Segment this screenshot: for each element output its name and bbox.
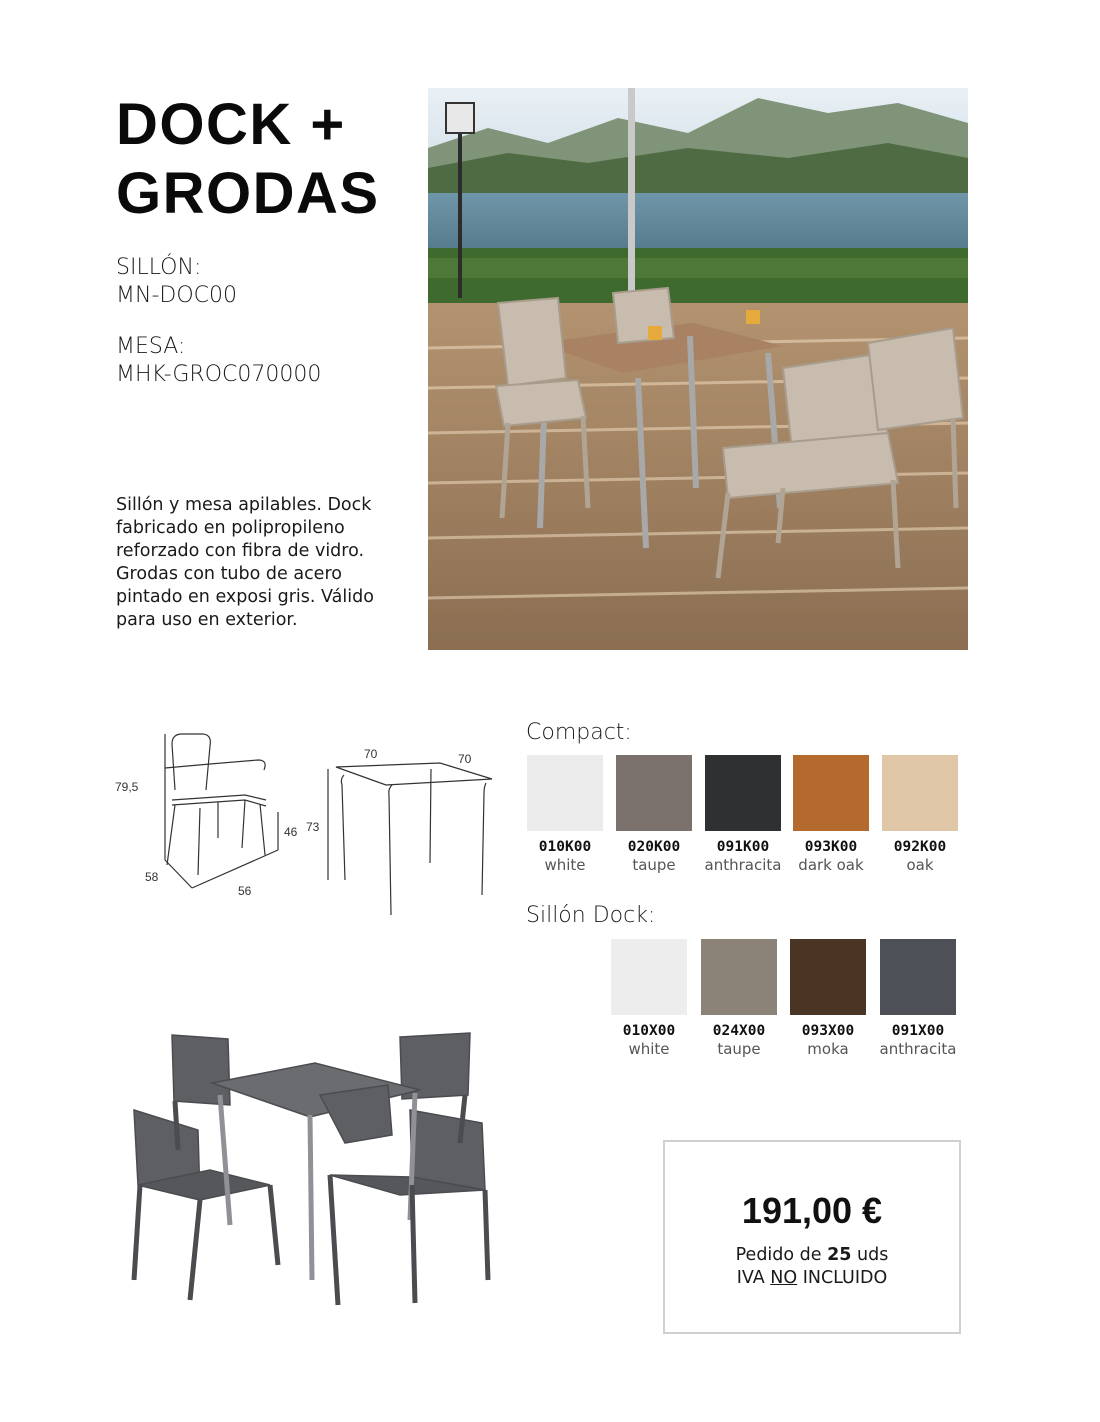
- dock-swatch-color: [790, 939, 866, 1015]
- chair-seat-height-label: 46: [284, 825, 298, 839]
- table-label: MESA:: [116, 334, 186, 359]
- table-code-block: [116, 333, 406, 389]
- compact-swatch-name: dark oak: [798, 856, 864, 874]
- table-dimension-drawing: [300, 745, 500, 925]
- product-description: Sillón y mesa apilables. Dock fabricado en polipropileno reforzado con fibra de vidro. Grodas con tubo de acero pintado en exposi gris. Válido para uso en exterior.: [116, 495, 374, 630]
- chair-depth-label: 58: [145, 870, 159, 884]
- compact-swatch-code: 093K00: [804, 839, 858, 855]
- compact-swatch-color: [705, 755, 781, 831]
- compact-swatch-name: white: [544, 856, 586, 874]
- table-width-label: 70: [364, 747, 378, 761]
- compact-swatch-item[interactable]: [615, 755, 693, 874]
- product-title-line2: GRODAS: [116, 161, 380, 226]
- dock-section-label: Sillón Dock:: [526, 903, 656, 928]
- compact-swatch-color: [793, 755, 869, 831]
- dock-swatch-color: [880, 939, 956, 1015]
- product-title: [116, 90, 416, 228]
- compact-swatch-code: 091K00: [716, 839, 770, 855]
- dock-swatch-name: white: [628, 1040, 670, 1058]
- compact-swatch-item[interactable]: [792, 755, 870, 874]
- dock-swatch-code: 093X00: [801, 1023, 855, 1039]
- order-qty: 25: [827, 1245, 852, 1265]
- dock-swatch-code: 091X00: [891, 1023, 945, 1039]
- vat-suffix: INCLUIDO: [797, 1268, 888, 1288]
- dock-swatch-item[interactable]: [789, 939, 867, 1058]
- dock-swatch-item[interactable]: [610, 939, 688, 1058]
- compact-swatch-code: 092K00: [893, 839, 947, 855]
- vat-prefix: IVA: [736, 1268, 771, 1288]
- dock-swatch-color: [701, 939, 777, 1015]
- product-set-image: [120, 1025, 500, 1315]
- terrace-photo: [428, 88, 968, 650]
- compact-swatch-row: [526, 755, 966, 885]
- armchair-code: MN-DOC00: [116, 283, 237, 308]
- compact-swatch-color: [527, 755, 603, 831]
- compact-swatch-code: 010K00: [538, 839, 592, 855]
- table-code: MHK-GROC070000: [116, 362, 322, 387]
- product-title-line1: DOCK +: [116, 92, 346, 157]
- dock-swatch-code: 024X00: [712, 1023, 766, 1039]
- compact-swatch-color: [882, 755, 958, 831]
- chair-height-label: 79,5: [115, 780, 139, 794]
- table-depth-label: 70: [458, 752, 472, 766]
- vat-no: NO: [770, 1268, 798, 1288]
- dock-swatch-row: [610, 939, 970, 1069]
- compact-swatch-item[interactable]: [881, 755, 959, 874]
- vat-notice: [665, 1267, 959, 1290]
- compact-swatch-name: anthracita: [704, 856, 782, 874]
- dock-swatch-color: [611, 939, 687, 1015]
- dock-swatch-name: taupe: [717, 1040, 761, 1058]
- compact-swatch-name: oak: [906, 856, 934, 874]
- compact-swatch-item[interactable]: [526, 755, 604, 874]
- dock-swatch-code: 010X00: [622, 1023, 676, 1039]
- armchair-label: SILLÓN:: [116, 255, 202, 280]
- armchair-dimension-drawing: [110, 720, 300, 910]
- compact-swatch-item[interactable]: [704, 755, 782, 874]
- armchair-code-block: [116, 254, 406, 310]
- order-prefix: Pedido de: [735, 1245, 828, 1265]
- price-value: 191,00 €: [741, 1190, 883, 1231]
- dock-swatch-name: anthracita: [879, 1040, 957, 1058]
- dock-swatch-name: moka: [807, 1040, 849, 1058]
- compact-swatch-color: [616, 755, 692, 831]
- order-quantity-text: [665, 1244, 959, 1267]
- dock-swatch-item[interactable]: [700, 939, 778, 1058]
- chair-width-label: 56: [238, 884, 252, 898]
- compact-section-label: Compact:: [526, 720, 632, 745]
- compact-swatch-name: taupe: [632, 856, 676, 874]
- dock-swatch-item[interactable]: [879, 939, 957, 1058]
- price-box: [663, 1140, 961, 1334]
- compact-swatch-code: 020K00: [627, 839, 681, 855]
- order-suffix: uds: [851, 1245, 889, 1265]
- table-height-label: 73: [306, 820, 320, 834]
